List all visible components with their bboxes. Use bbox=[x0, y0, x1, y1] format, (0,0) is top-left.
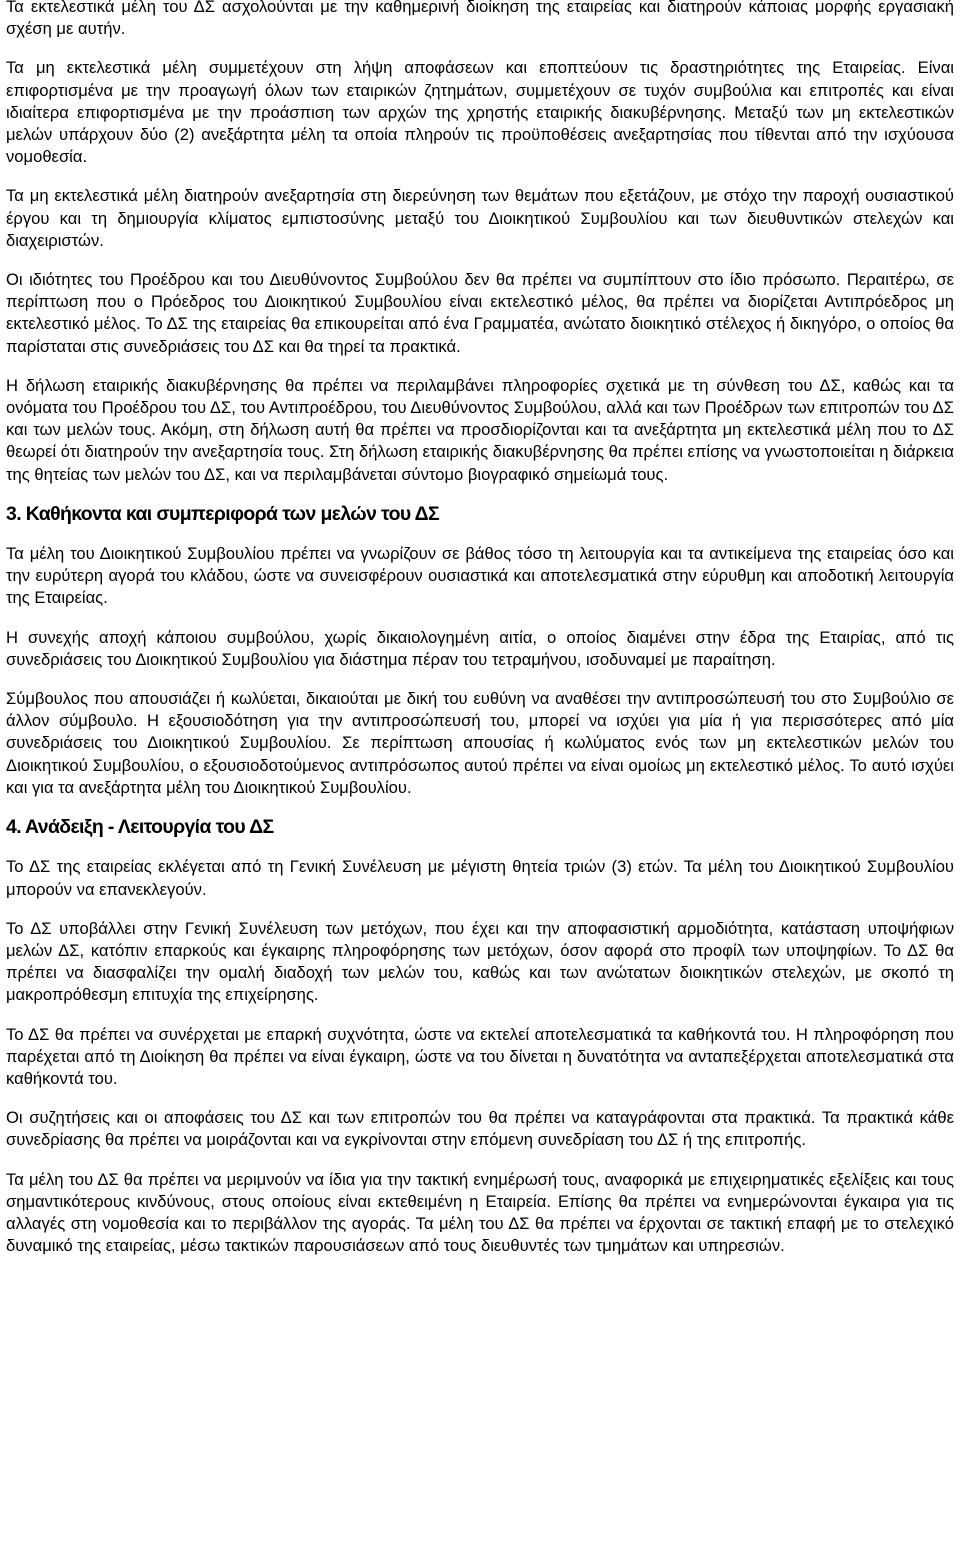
paragraph-governance-statement: Η δήλωση εταιρικής διακυβέρνησης θα πρέπει να περιλαμβάνει πληροφορίες σχετικά με τη σύνθεση του ΔΣ, καθώς και τα ονόματα του Προέδρου του ΔΣ, του Αντιπροέδρου, του Διευθύνοντος Συμβούλου, αλλά και των Προέδρων των επιτροπών του ΔΣ και των μελών τους. Ακόμη, στη δήλωση αυτή θα πρέπει να προσδιορίζονται και τα ανεξάρτητα μη εκτελεστικά μέλη που το ΔΣ θεωρεί ότι διατηρούν την ανεξαρτησία τους. Στη δήλωση εταιρικής διακυβέρνησης θα πρέπει επίσης να γνωστοποιείται η διάρκεια της θητείας των μελών του ΔΣ, και να περιλαμβάνεται σύντομο βιογραφικό σημείωμά τους. bbox=[6, 375, 954, 484]
document-page bbox=[6, 0, 954, 1274]
paragraph-minutes: Οι συζητήσεις και οι αποφάσεις του ΔΣ και των επιτροπών του θα πρέπει να καταγράφονται στα πρακτικά. Τα πρακτικά κάθε συνεδρίασης θα πρέπει να μοιράζονται και να εγκρίνονται στην επόμενη συνεδρίαση του ΔΣ ή της επιτροπής. bbox=[6, 1108, 954, 1150]
paragraph-meetings: Το ΔΣ θα πρέπει να συνέρχεται με επαρκή συχνότητα, ώστε να εκτελεί αποτελεσματικά τα καθήκοντά του. Η πληροφόρηση που παρέχεται από τη Διοίκηση θα πρέπει να είναι έγκαιρη, ώστε να του δίνεται η δυνατότητα να ανταπεξέρχεται αποτελεσματικά στα καθήκοντά του. bbox=[6, 1024, 954, 1088]
paragraph-executive-members: Τα εκτελεστικά μέλη του ΔΣ ασχολούνται με την καθημερινή διοίκηση της εταιρείας και διατηρούν κάποιας μορφής εργασιακή σχέση με αυτήν. bbox=[6, 0, 954, 39]
paragraph-information: Τα μέλη του ΔΣ θα πρέπει να μεριμνούν να ίδια για την τακτική ενημέρωσή τους, αναφορικά με επιχειρηματικές εξελίξεις και τους σημαντικότερους κινδύνους, στους οποίους είναι εκτεθειμένη η Εταιρεία. Επίσης θα πρέπει να ενημερώνονται έγκαιρα για τις αλλαγές στη νομοθεσία και το περιβάλλον της αγοράς. Τα μέλη του ΔΣ θα πρέπει να έρχονται σε τακτική επαφή με το στελεχικό δυναμικό της εταιρείας, μέσω τακτικών παρουσιάσεων από τους διευθυντές των τμημάτων και υπηρεσιών. bbox=[6, 1169, 954, 1256]
section-heading-duties: 3. Καθήκοντα και συμπεριφορά των μελών του ΔΣ bbox=[6, 502, 439, 525]
paragraph-representation: Σύμβουλος που απουσιάζει ή κωλύεται, δικαιούται με δική του ευθύνη να αναθέσει την αντιπροσώπευσή του στο Συμβούλιο σε άλλον σύμβουλο. Η εξουσιοδότηση για την αντιπροσώπευσή του, μπορεί να ισχύει για μία ή για περισσότερες από μία συνεδριάσεις του Διοικητικού Συμβουλίου. Σε περίπτωση απουσίας ή κωλύματος ενός των μη εκτελεστικών μελών του Διοικητικού Συμβουλίου, ο εξουσιοδοτούμενος αντιπρόσωπος αυτού πρέπει να είναι ομοίως μη εκτελεστικό μέλος. Το αυτό ισχύει και για τα ανεξάρτητα μέλη του Διοικητικού Συμβουλίου. bbox=[6, 689, 954, 797]
paragraph-knowledge: Τα μέλη του Διοικητικού Συμβουλίου πρέπει να γνωρίζουν σε βάθος τόσο τη λειτουργία και τα αντικείμενα της εταιρείας όσο και την ευρύτερη αγορά του κλάδου, ώστε να συνεισφέρουν ουσιαστικά και αποτελεσματικά στην εύρυθμη και αποδοτική λειτουργία της Εταιρείας. bbox=[6, 544, 954, 608]
paragraph-term: Το ΔΣ της εταιρείας εκλέγεται από τη Γενική Συνέλευση με μέγιστη θητεία τριών (3) ετών. Τα μέλη του Διοικητικού Συμβουλίου μπορούν να επανεκλεγούν. bbox=[6, 857, 954, 899]
paragraph-absence: Η συνεχής αποχή κάποιου συμβούλου, χωρίς δικαιολογημένη αιτία, ο οποίος διαμένει στην έδρα της Εταιρίας, από τις συνεδριάσεις του Διοικητικού Συμβουλίου για διάστημα πέραν του τετραμήνου, ισοδυναμεί με παραίτηση. bbox=[6, 627, 954, 669]
paragraph-non-executive-members: Τα μη εκτελεστικά μέλη συμμετέχουν στη λήψη αποφάσεων και εποπτεύουν τις δραστηριότητες της Εταιρείας. Είναι επιφορτισμένα με την προαγωγή όλων των εταιρικών ζητημάτων, συμμετέχουν σε τυχόν συμβούλια και επιτροπές και είναι ιδιαίτερα επιφορτισμένα με την προάσπιση των αρχών της χρηστής εταιρικής διακυβέρνησης. Μεταξύ των μη εκτελεστικών μελών υπάρχουν δύο (2) ανεξάρτητα μέλη τα οποία πληρούν τις προϋποθέσεις ανεξαρτησίας που τίθενται από την ισχύουσα νομοθεσία. bbox=[6, 58, 954, 167]
paragraph-candidates: Το ΔΣ υποβάλλει στην Γενική Συνέλευση των μετόχων, που έχει και την αποφασιστική αρμοδιότητα, κατάσταση υποψήφιων μελών ΔΣ, κατόπιν επαρκούς και έγκαιρης πληροφόρησης των μετόχων, όσον αφορά στο προφίλ των υποψηφίων. Το ΔΣ θα πρέπει να διασφαλίζει την ομαλή διαδοχή των μελών του, καθώς και των ανώτατων διοικητικών στελεχών, με σκοπό τη μακροπρόθεσμη επιτυχία της επιχείρησης. bbox=[6, 918, 954, 1005]
paragraph-independence: Τα μη εκτελεστικά μέλη διατηρούν ανεξαρτησία στη διερεύνηση των θεμάτων που εξετάζουν, με στόχο την παροχή ουσιαστικού έργου και τη δημιουργία κλίματος εμπιστοσύνης μεταξύ του Διοικητικού Συμβουλίου και των διευθυντικών στελεχών και διαχειριστών. bbox=[6, 186, 954, 250]
section-heading-election: 4. Ανάδειξη - Λειτουργία του ΔΣ bbox=[6, 816, 274, 839]
paragraph-chairman-ceo: Οι ιδιότητες του Προέδρου και του Διευθύνοντος Συμβούλου δεν θα πρέπει να συμπίπτουν στο ίδιο πρόσωπο. Περαιτέρω, σε περίπτωση που ο Πρόεδρος του Διοικητικού Συμβουλίου είναι εκτελεστικό μέλος, θα πρέπει να διορίζεται Αντιπρόεδρος μη εκτελεστικό μέλος. Το ΔΣ της εταιρείας θα επικουρείται από ένα Γραμματέα, ανώτατο διοικητικό στέλεχος ή δικηγόρο, ο οποίος θα παρίσταται στις συνεδριάσεις του ΔΣ και θα τηρεί τα πρακτικά. bbox=[6, 270, 954, 356]
